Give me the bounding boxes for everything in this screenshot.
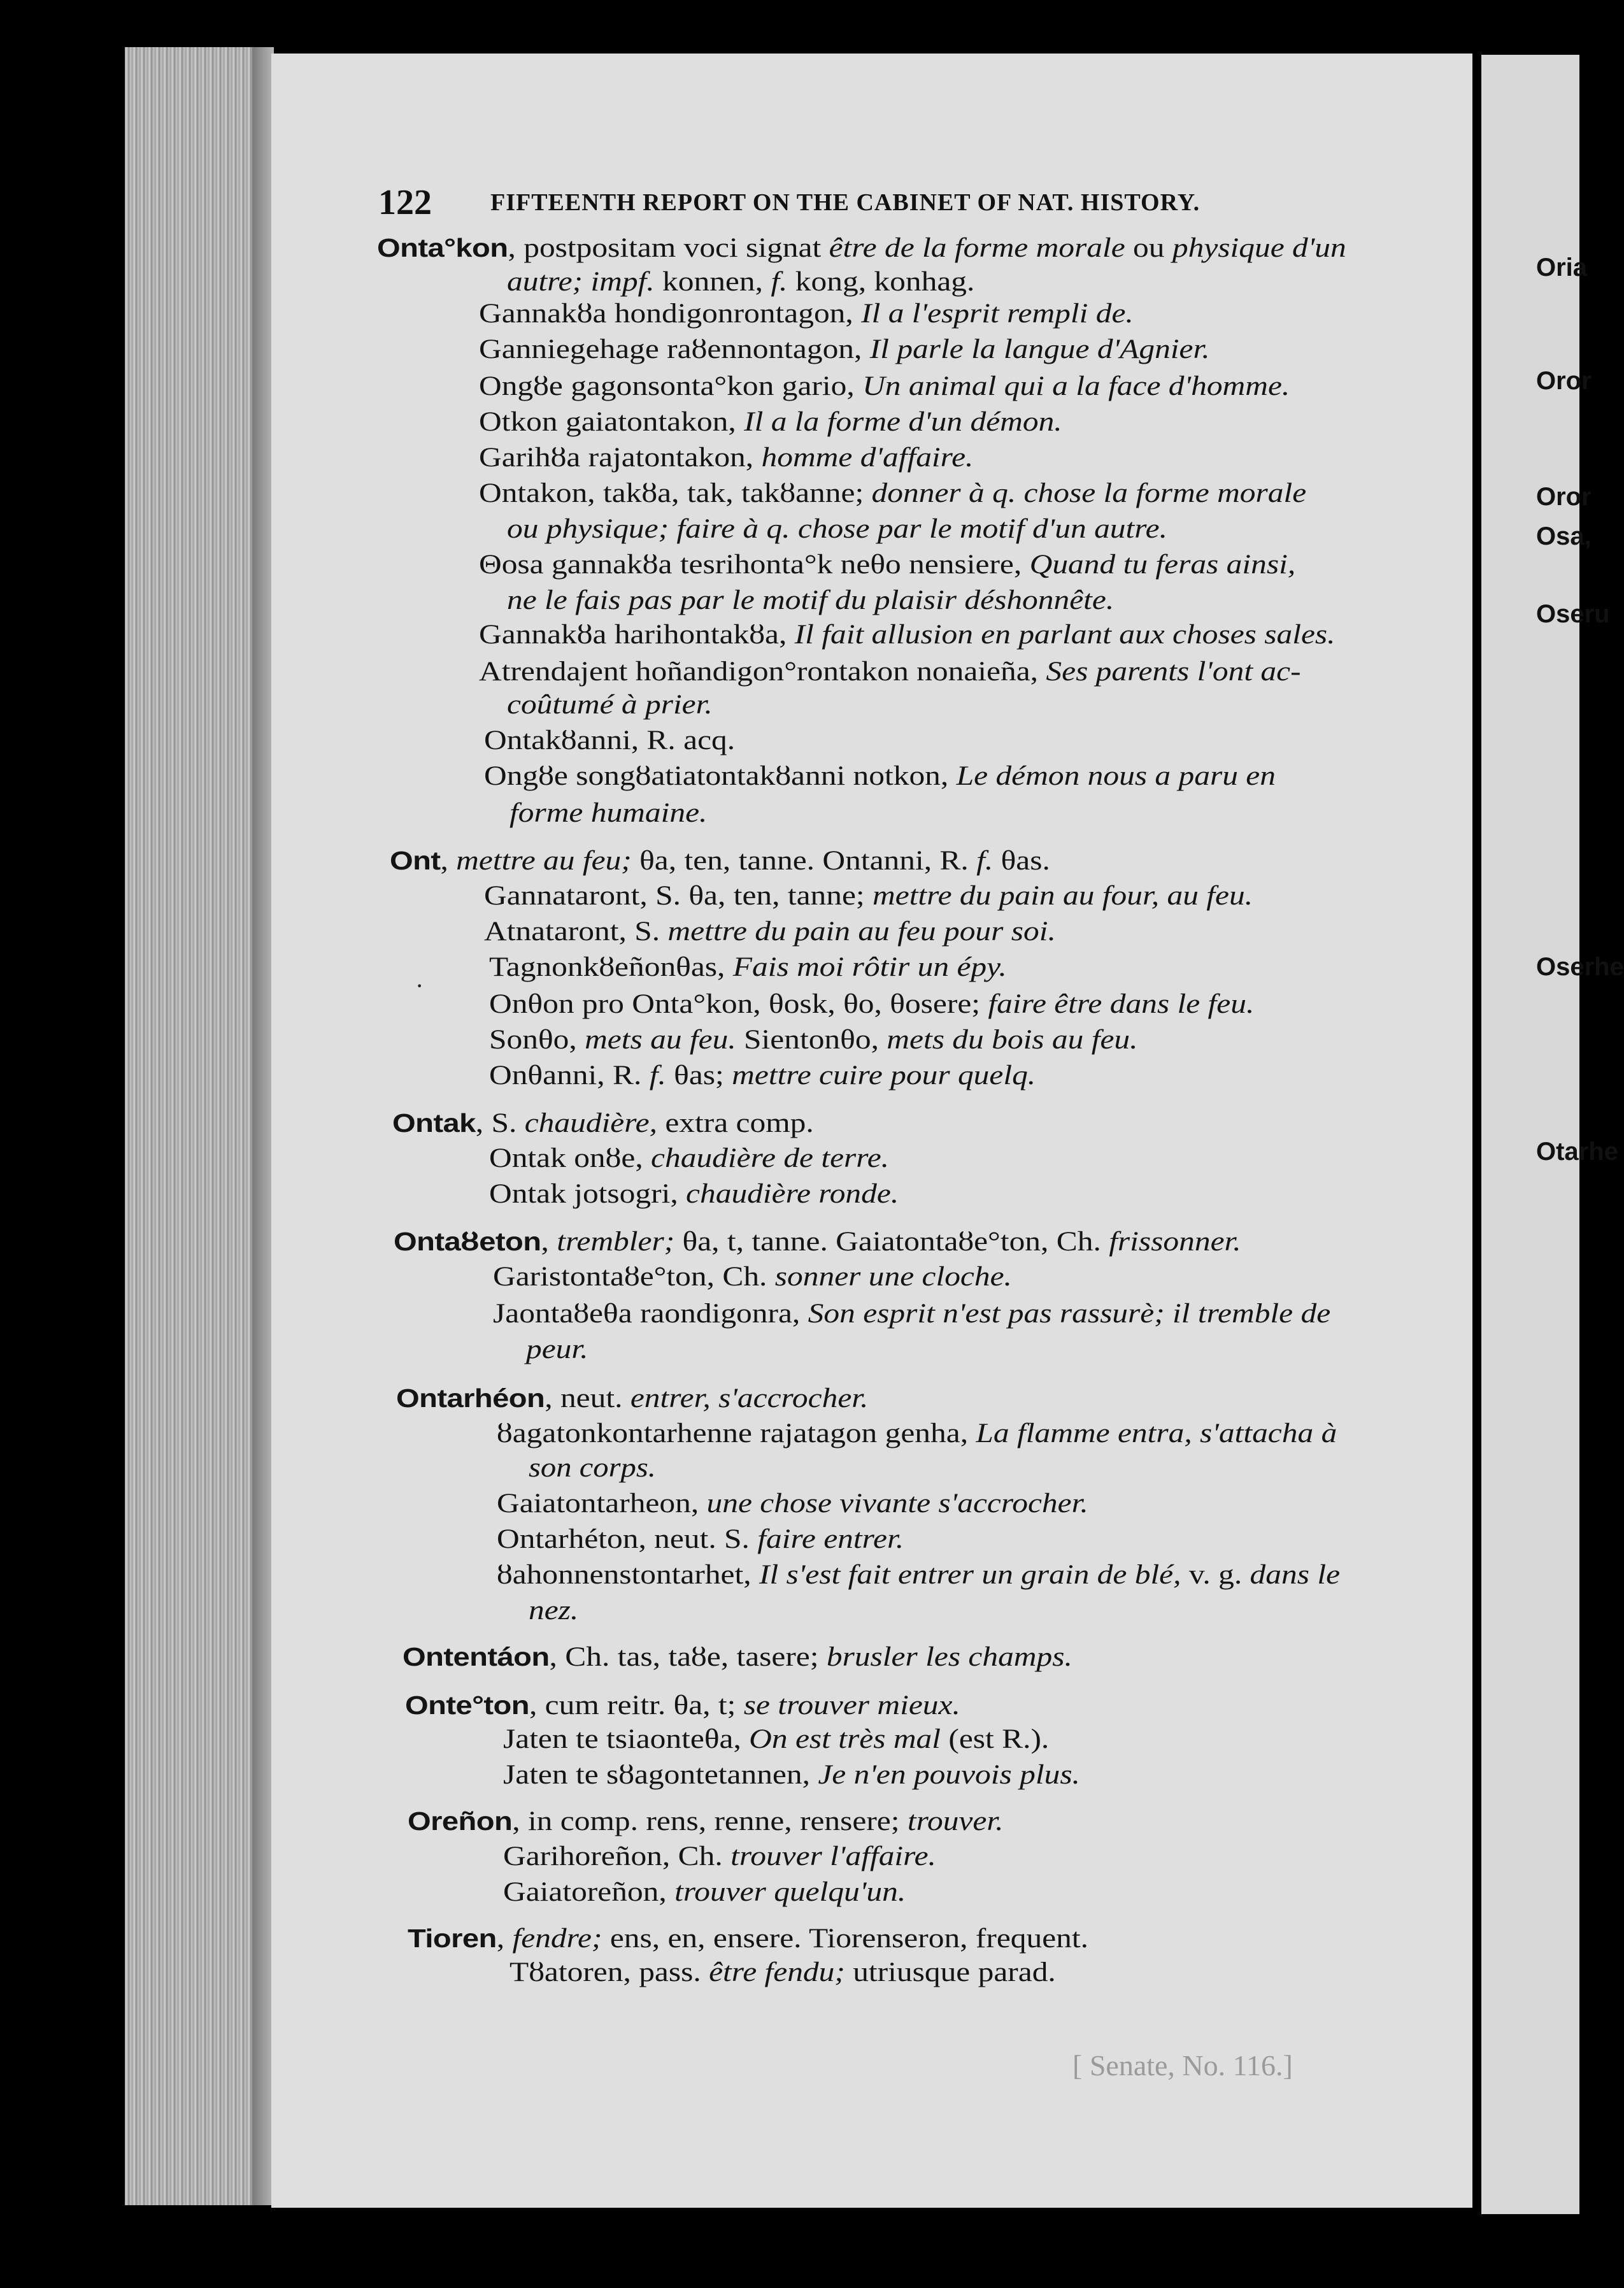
french-gloss: Il parle la langue d'Agnier.: [869, 334, 1210, 364]
entry-text: Tȣatoren, pass.: [509, 1957, 709, 1987]
french-gloss: Ses parents l'ont ac-: [1046, 657, 1301, 687]
text-line: [489, 1024, 1138, 1056]
text-line: [390, 845, 1050, 877]
french-gloss: f.: [649, 1061, 666, 1090]
text-line: [489, 1060, 1036, 1092]
french-gloss: Je n'en pouvois plus.: [818, 1760, 1080, 1790]
french-gloss: être fendu;: [709, 1957, 845, 1987]
entry-text: v. g.: [1181, 1560, 1250, 1590]
entry-text: , cum reitr. θa, t;: [529, 1691, 744, 1720]
text-line: [484, 916, 1056, 948]
french-gloss: f.: [976, 846, 994, 876]
text-line: [484, 880, 1253, 912]
text-line: [479, 371, 1290, 403]
opposite-fragment: Oseru: [1536, 600, 1610, 628]
text-line: [489, 1143, 889, 1175]
french-gloss: une chose vivante s'accrocher.: [706, 1489, 1088, 1519]
french-gloss: forme humaine.: [509, 798, 708, 828]
headword: Ont: [390, 846, 441, 875]
entry-text: Ganniegehage raȣennontagon,: [479, 334, 870, 364]
headword: Oreñon: [408, 1806, 513, 1836]
entry-text: Atrendajent hoñandigon°rontakon nonaieña,: [479, 657, 1046, 687]
french-gloss: trouver.: [907, 1806, 1004, 1836]
french-gloss: Le démon nous a paru en: [956, 761, 1276, 791]
text-line: [489, 1178, 899, 1210]
entry-text: extra comp.: [657, 1108, 814, 1138]
headword: Ontaȣeton: [394, 1227, 541, 1256]
french-gloss: trouver quelqu'un.: [674, 1877, 906, 1907]
entry-text: Ontarhéton, neut. S.: [497, 1524, 758, 1554]
french-gloss: dans le: [1250, 1560, 1341, 1590]
page-edges: [125, 47, 269, 2205]
french-gloss: Son esprit n'est pas rassurè; il tremble de: [808, 1299, 1331, 1329]
french-gloss: Il a l'esprit rempli de.: [861, 299, 1134, 329]
french-gloss: mettre du pain au feu pour soi.: [667, 917, 1056, 947]
entry-text: kong, konhag.: [787, 267, 975, 297]
french-gloss: entrer, s'accrocher.: [630, 1384, 869, 1413]
french-gloss: Un animal qui a la face d'homme.: [862, 371, 1290, 401]
french-gloss: Il a la forme d'un démon.: [744, 407, 1062, 437]
entry-text: Gaiatoreñon,: [503, 1877, 675, 1907]
text-line: [529, 1595, 578, 1627]
entry-text: ȣagatonkontarhenne rajatagon genha,: [497, 1419, 976, 1448]
entry-text: θas.: [993, 846, 1050, 876]
french-gloss: faire être dans le feu.: [988, 989, 1255, 1019]
french-gloss: Fais moi rôtir un épy.: [732, 952, 1007, 982]
french-gloss: mettre au feu;: [456, 846, 632, 876]
french-gloss: son corps.: [529, 1453, 656, 1483]
entry-text: Ongȣe gagonsonta°kon gario,: [479, 371, 863, 401]
text-line: [479, 334, 1210, 366]
entry-text: Garistontaȣe°ton, Ch.: [493, 1262, 775, 1292]
text-line: [503, 1724, 1049, 1755]
entry-text: Onθanni, R.: [489, 1061, 650, 1090]
entry-text: konnen,: [654, 267, 771, 297]
headword: Ontentáon: [402, 1642, 550, 1671]
french-gloss: se trouver mieux.: [743, 1691, 960, 1720]
french-gloss: autre; impf.: [507, 267, 655, 297]
text-line: [479, 442, 973, 474]
entry-text: , postpositam voci signat: [508, 233, 829, 263]
french-gloss: être de la forme morale: [829, 233, 1125, 263]
french-gloss: homme d'affaire.: [761, 443, 974, 473]
text-line: [507, 513, 1167, 545]
text-line: [394, 1226, 1241, 1258]
entry-text: θa, ten, tanne. Ontanni, R.: [631, 846, 977, 876]
entry-text: ,: [541, 1227, 557, 1257]
french-gloss: mettre cuire pour quelq.: [732, 1061, 1036, 1090]
entry-text: ens, en, ensere. Tiorenseron, frequent.: [602, 1924, 1089, 1954]
entry-text: ȣahonnenstontarhet,: [497, 1560, 759, 1590]
entry-text: , S.: [475, 1108, 525, 1138]
entry-text: ,: [440, 846, 457, 876]
headword: Onta°kon: [377, 233, 508, 262]
entry-text: Jaten te sȣagontetannen,: [503, 1760, 818, 1790]
text-line: [484, 725, 735, 757]
text-line: [497, 1488, 1088, 1520]
text-line: [503, 1877, 906, 1908]
french-gloss: Il fait allusion en parlant aux choses sales.: [794, 620, 1336, 650]
entry-text: , in comp. rens, renne, rensere;: [512, 1806, 908, 1836]
entry-text: Otkon gaiatontakon,: [479, 407, 744, 437]
text-line: [507, 585, 1114, 617]
opposite-fragment: Otarhe: [1536, 1138, 1618, 1166]
text-line: [479, 298, 1134, 330]
entry-text: utriusque parad.: [844, 1957, 1056, 1987]
text-line: [526, 1334, 588, 1366]
french-gloss: On est très mal: [749, 1724, 941, 1754]
text-line: [529, 1452, 656, 1484]
entry-text: , neut.: [545, 1384, 630, 1413]
entry-text: Sientonθo,: [736, 1025, 887, 1055]
headword: Tioren: [408, 1924, 497, 1953]
text-line: [489, 952, 1007, 983]
text-line: [503, 1759, 1080, 1791]
french-gloss: La flamme entra, s'attacha à: [976, 1419, 1337, 1448]
entry-text: θas;: [666, 1061, 732, 1090]
senate-stamp: [ Senate, No. 116.]: [1072, 2049, 1293, 2082]
french-gloss: ou physique; faire à q. chose par le motif d'un autre.: [507, 514, 1167, 544]
french-gloss: coûtumé à prier.: [507, 690, 713, 720]
french-gloss: chaudière de terre.: [651, 1143, 890, 1173]
text-line: [503, 1841, 936, 1873]
french-gloss: brusler les champs.: [826, 1642, 1072, 1672]
text-line: [497, 1559, 1340, 1591]
page-number: 122: [378, 183, 432, 222]
french-gloss: faire entrer.: [757, 1524, 904, 1554]
text-line: [408, 1922, 1088, 1955]
text-line: [405, 1689, 960, 1722]
entry-text: Jaten te tsiaonteθa,: [503, 1724, 750, 1754]
entry-text: Θosa gannakȣa tesrihonta°k neθo nensiere,: [479, 550, 1030, 580]
french-gloss: mettre du pain au four, au feu.: [873, 881, 1253, 911]
french-gloss: mets du bois au feu.: [887, 1025, 1138, 1055]
french-gloss: sonner une cloche.: [774, 1262, 1012, 1292]
entry-text: Garihȣa rajatontakon,: [479, 443, 762, 473]
entry-text: (est R.).: [940, 1724, 1050, 1754]
text-line: [507, 266, 974, 298]
french-gloss: chaudière,: [524, 1108, 657, 1138]
entry-text: ,: [496, 1924, 513, 1954]
text-line: [479, 478, 1306, 510]
entry-text: Sonθo,: [489, 1025, 585, 1055]
french-gloss: Il s'est fait entrer un grain de blé,: [759, 1560, 1181, 1590]
french-gloss: chaudière ronde.: [686, 1179, 899, 1209]
text-line: [479, 619, 1336, 651]
french-gloss: ne le fais pas par le motif du plaisir déshonnête.: [507, 585, 1115, 615]
text-line: [396, 1382, 868, 1415]
entry-text: Gannakȣa harihontakȣa,: [479, 620, 795, 650]
page-header: [378, 181, 1295, 220]
french-gloss: Quand tu feras ainsi,: [1029, 550, 1296, 580]
headword: Ontak: [392, 1108, 476, 1138]
french-gloss: frissonner.: [1109, 1227, 1241, 1257]
entry-text: ou: [1125, 233, 1172, 263]
text-line: [497, 1524, 904, 1555]
opposite-fragment: Oror: [1536, 483, 1592, 511]
french-gloss: trembler;: [557, 1227, 675, 1257]
entry-text: Jaontaȣeθa raondigonra,: [493, 1299, 808, 1329]
french-gloss: nez.: [529, 1596, 579, 1626]
text-line: [497, 1418, 1337, 1450]
ink-dot: ·: [415, 971, 424, 1000]
text-line: [377, 232, 1346, 264]
gutter-shadow: [252, 47, 274, 2205]
entry-text: Onθon pro Onta°kon, θosk, θo, θosere;: [489, 989, 988, 1019]
opposite-fragment: Oria: [1536, 254, 1588, 282]
opposite-fragment: Osa,: [1536, 522, 1592, 550]
entry-text: Ontak jotsogri,: [489, 1179, 687, 1209]
entry-text: θa, t, tanne. Gaiatontaȣe°ton, Ch.: [674, 1227, 1109, 1257]
entry-text: Atnataront, S.: [484, 917, 668, 947]
text-line: [493, 1298, 1330, 1330]
entry-text: Ongȣe songȣatiatontakȣanni notkon,: [484, 761, 957, 791]
french-gloss: donner à q. chose la forme morale: [871, 478, 1307, 508]
headword: Ontarhéon: [396, 1384, 545, 1413]
french-gloss: fendre;: [512, 1924, 602, 1954]
french-gloss: physique d'un: [1172, 233, 1346, 263]
entry-text: Ontakon, takȣa, tak, takȣanne;: [479, 478, 872, 508]
opposite-page: [1481, 55, 1624, 2214]
opposite-fragment: Oserhe: [1536, 953, 1624, 981]
text-line: [479, 406, 1062, 438]
text-line: [509, 797, 707, 829]
entry-text: Ontak onȣe,: [489, 1143, 652, 1173]
entry-text: Gannataront, S. θa, ten, tanne;: [484, 881, 873, 911]
entry-text: , Ch. tas, taȣe, tasere;: [549, 1642, 827, 1672]
french-gloss: f.: [771, 267, 788, 297]
text-line: [493, 1261, 1012, 1293]
text-line: [479, 656, 1301, 688]
text-line: [509, 1957, 1056, 1989]
entry-text: Gannakȣa hondigonrontagon,: [479, 299, 862, 329]
french-gloss: mets au feu.: [585, 1025, 736, 1055]
opposite-fragment: Oror: [1536, 367, 1592, 395]
french-gloss: peur.: [526, 1334, 588, 1364]
text-line: [408, 1805, 1003, 1838]
headword: Onte°ton: [405, 1691, 529, 1720]
text-line: [484, 761, 1276, 792]
text-line: [489, 989, 1254, 1020]
text-line: [479, 549, 1295, 581]
french-gloss: trouver l'affaire.: [730, 1841, 936, 1871]
entry-text: Garihoreñon, Ch.: [503, 1841, 731, 1871]
entry-text: Ontakȣanni, R. acq.: [484, 726, 736, 755]
running-head: FIFTEENTH REPORT ON THE CABINET OF NAT. HISTORY.: [490, 189, 1200, 216]
entry-text: Gaiatontarheon,: [497, 1489, 707, 1519]
text-line: [507, 689, 713, 721]
text-line: [402, 1641, 1072, 1673]
entry-text: Tagnonkȣeñonθas,: [489, 952, 733, 982]
text-line: [392, 1107, 814, 1140]
